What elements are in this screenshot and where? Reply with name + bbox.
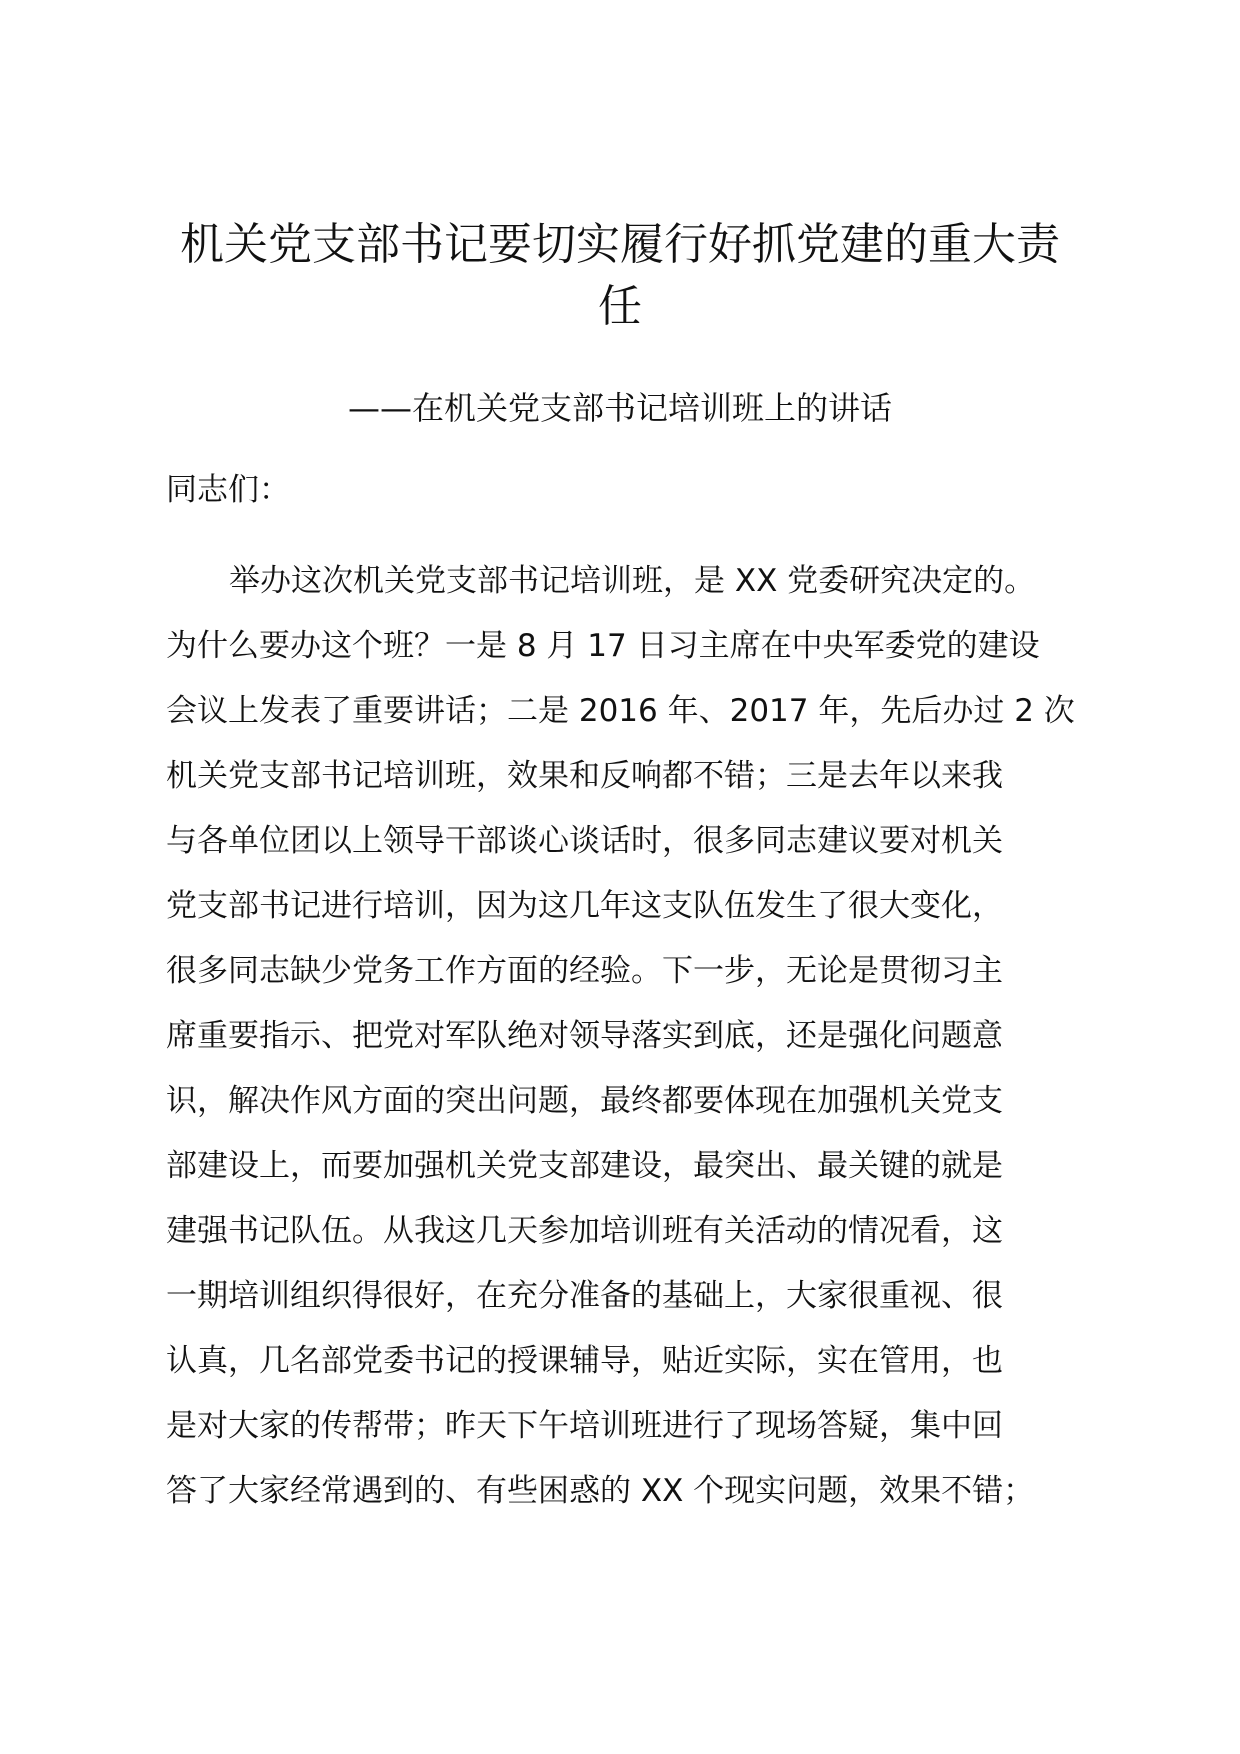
- body-line: 与各单位团以上领导干部谈心谈话时，很多同志建议要对机关: [166, 823, 1003, 859]
- body-line: 很多同志缺少党务工作方面的经验。下一步，无论是贯彻习主: [166, 953, 1003, 989]
- body-line: 为什么要办这个班？一是 8 月 17 日习主席在中央军委党的建设: [166, 628, 1040, 664]
- document-title: [150, 214, 1090, 338]
- body-line: 部建设上，而要加强机关党支部建设，最突出、最关键的就是: [166, 1148, 1003, 1184]
- body-line: 举办这次机关党支部书记培训班，是 XX 党委研究决定的。: [229, 563, 1036, 599]
- body-line: 席重要指示、把党对军队绝对领导落实到底，还是强化问题意: [166, 1018, 1003, 1054]
- salutation: 同志们：: [166, 472, 290, 508]
- body-line: 会议上发表了重要讲话；二是 2016 年、2017 年，先后办过 2 次: [166, 693, 1075, 729]
- body-line: 是对大家的传帮带；昨天下午培训班进行了现场答疑，集中回: [166, 1408, 1003, 1444]
- body-line: 答了大家经常遇到的、有些困惑的 XX 个现实问题，效果不错；: [166, 1473, 1035, 1509]
- body-line: 建强书记队伍。从我这几天参加培训班有关活动的情况看，这: [166, 1213, 1003, 1249]
- body-line: 认真，几名部党委书记的授课辅导，贴近实际，实在管用，也: [166, 1343, 1003, 1379]
- body-line: 一期培训组织得很好，在充分准备的基础上，大家很重视、很: [166, 1278, 1003, 1314]
- body-line: 党支部书记进行培训，因为这几年这支队伍发生了很大变化，: [166, 888, 1003, 924]
- title-line: 机关党支部书记要切实履行好抓党建的重大责: [180, 219, 1060, 270]
- body-paragraph: [166, 549, 1106, 1524]
- body-line: 机关党支部书记培训班，效果和反响都不错；三是去年以来我: [166, 758, 1003, 794]
- document-subtitle: ——在机关党支部书记培训班上的讲话: [347, 389, 892, 427]
- body-line: 识，解决作风方面的突出问题，最终都要体现在加强机关党支: [166, 1083, 1003, 1119]
- title-line: 任: [598, 281, 642, 332]
